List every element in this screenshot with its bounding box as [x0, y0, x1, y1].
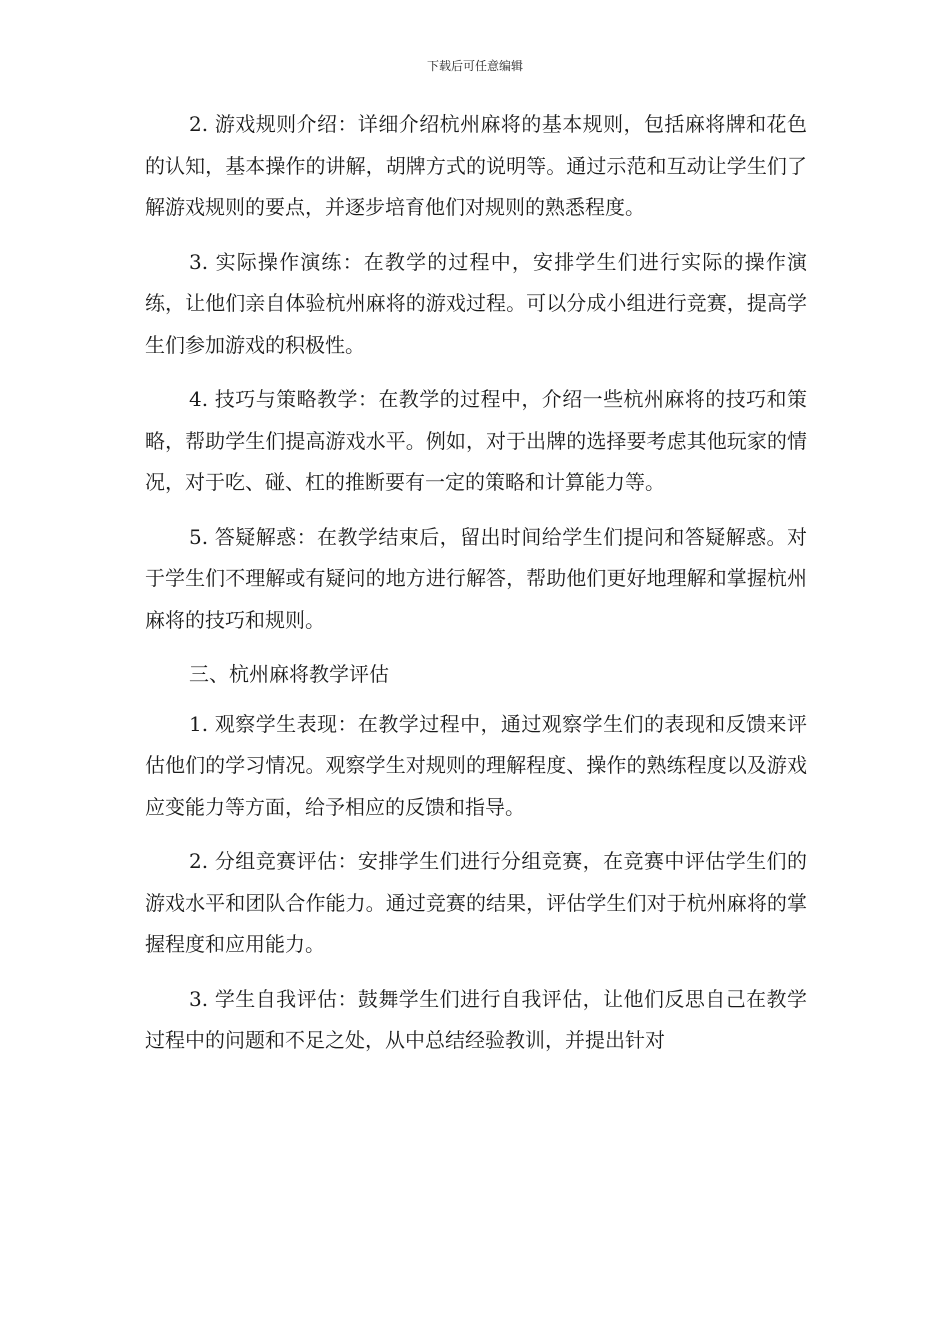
- document-body: [145, 104, 807, 1075]
- paragraph-group-competition: 2. 分组竞赛评估：安排学生们进行分组竞赛，在竞赛中评估学生们的游戏水平和团队合作能力。通过竞赛的结果，评估学生们对于杭州麻将的掌握程度和应用能力。: [145, 849, 807, 956]
- paragraph-practice: 3. 实际操作演练：在教学的过程中，安排学生们进行实际的操作演练，让他们亲自体验杭州麻将的游戏过程。可以分成小组进行竞赛，提高学生们参加游戏的积极性。: [145, 249, 807, 357]
- paragraph-skills-strategy: 4. 技巧与策略教学：在教学的过程中，介绍一些杭州麻将的技巧和策略，帮助学生们提高游戏水平。例如，对于出牌的选择要考虑其他玩家的情况，对于吃、碰、杠的推断要有一定的策略和计算能力等。: [145, 387, 807, 494]
- paragraph-observe-students: 1. 观察学生表现：在教学过程中，通过观察学生们的表现和反馈来评估他们的学习情况。观察学生对规则的理解程度、操作的熟练程度以及游戏应变能力等方面，给予相应的反馈和指导。: [145, 711, 807, 819]
- paragraph-qa: 5. 答疑解惑：在教学结束后，留出时间给学生们提问和答疑解惑。对于学生们不理解或有疑问的地方进行解答，帮助他们更好地理解和掌握杭州麻将的技巧和规则。: [145, 524, 807, 632]
- header-note: 下载后可任意编辑: [426, 59, 523, 73]
- paragraph-self-evaluation: 3. 学生自我评估：鼓舞学生们进行自我评估，让他们反思自己在教学过程中的问题和不足之处，从中总结经验教训，并提出针对: [145, 986, 807, 1052]
- section-heading-evaluation: 三、杭州麻将教学评估: [189, 662, 389, 686]
- paragraph-game-rules: 2. 游戏规则介绍：详细介绍杭州麻将的基本规则，包括麻将牌和花色的认知，基本操作的讲解，胡牌方式的说明等。通过示范和互动让学生们了解游戏规则的要点，并逐步培育他们对规则的熟悉程度。: [145, 112, 807, 219]
